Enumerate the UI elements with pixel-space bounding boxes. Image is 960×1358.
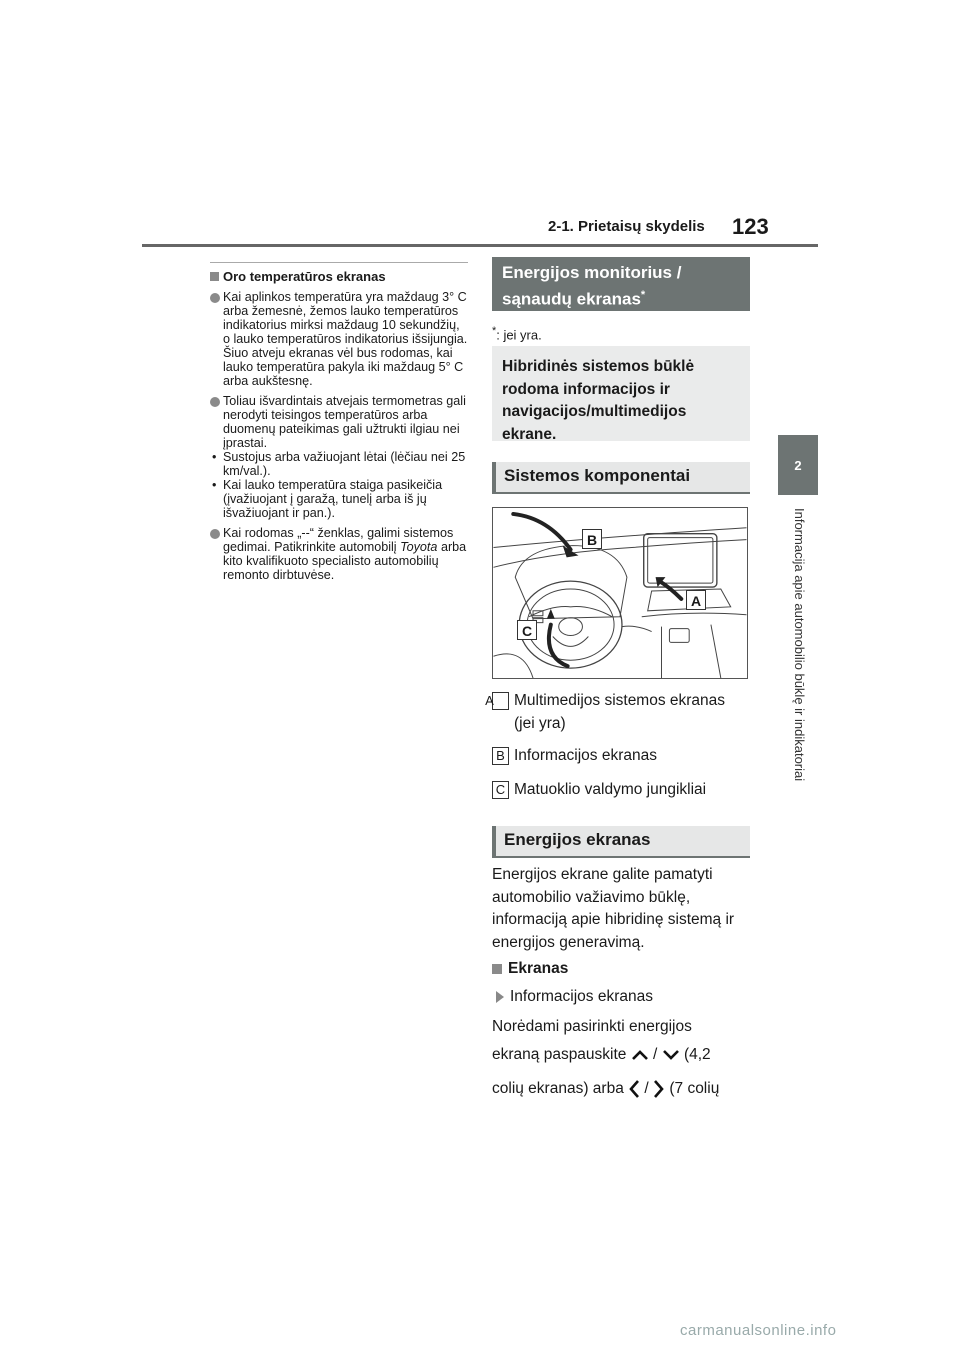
list-item	[210, 290, 468, 388]
header-rule	[142, 244, 818, 247]
component-item-b	[492, 745, 762, 768]
instruction-text: (4,2	[679, 1046, 711, 1063]
triangle-bullet-icon	[496, 991, 504, 1003]
instruction-line-1: Norėdami pasirinkti energijos	[492, 1018, 692, 1035]
chevron-down-icon	[662, 1048, 680, 1062]
section-header-energy-screen: Energijos ekranas	[492, 826, 750, 858]
component-item-text: Matuoklio valdymo jungikliai	[514, 781, 707, 798]
arrow-item-text: Informacijos ekranas	[510, 988, 654, 1005]
page-number: 123	[732, 214, 769, 239]
footnote-marker: *	[492, 325, 497, 337]
dashboard-drawing	[493, 508, 747, 678]
sub-list	[210, 450, 468, 520]
left-column	[210, 262, 468, 588]
list-item-text: Kai rodomas „--“ ženklas, galimi sistemos gedimai. Patikrinkite automobilį	[223, 526, 454, 554]
list-item	[210, 394, 468, 450]
component-item-text: Multimedijos sistemos ekranas (jei yra)	[514, 692, 726, 732]
footnote	[492, 320, 762, 347]
bullet-dot-icon	[210, 529, 220, 539]
label-box-b: B	[492, 747, 509, 765]
left-heading-text: Oro temperatūros ekranas	[223, 269, 386, 284]
sub-heading	[492, 958, 762, 981]
sub-list-item: • Sustojus arba važiuojant lėtai (lėčiau nei 25 km/val.).	[212, 450, 466, 478]
chevron-left-icon	[628, 1079, 640, 1099]
label-box-c: C	[492, 781, 509, 799]
callout-a: A	[686, 590, 706, 610]
sub-list-item: • Kai lauko temperatūra staiga pasikeičia (įvažiuojant į garažą, tunelį arba iš jų išvažiuojant ir pan.).	[212, 478, 443, 520]
instruction-text: ekraną paspauskite	[492, 1046, 627, 1063]
chapter-label-text: Informacija apie automobilio būklę ir indikatoriai	[792, 508, 807, 782]
sub-heading-text: Ekranas	[508, 960, 569, 977]
energy-paragraph: Energijos ekrane galite pamatyti automobilio važiavimo būklę, informaciją apie hibridinę sistemą ir energijos generavimą.	[492, 866, 735, 951]
list-item	[210, 526, 468, 582]
footnote-marker: *	[640, 289, 646, 301]
chapter-label	[777, 508, 821, 828]
callout-b: B	[582, 529, 602, 549]
dashboard-illustration	[492, 507, 748, 679]
sub-list-item-text: Sustojus arba važiuojant lėtai (lėčiau nei 25 km/val.).	[223, 450, 466, 478]
chapter-tab: 2	[778, 435, 818, 495]
chevron-right-icon	[653, 1079, 665, 1099]
info-box: Hibridinės sistemos būklė rodoma informacijos ir navigacijos/multimedijos ekrane.	[492, 346, 750, 441]
instruction-line-3	[492, 1078, 762, 1101]
instruction-line-2	[492, 1044, 762, 1067]
instruction-text: colių ekranas) arba	[492, 1080, 629, 1097]
square-bullet-icon	[210, 272, 219, 281]
list-item-text: Kai aplinkos temperatūra yra maždaug 3° C arba žemesnė, žemos lauko temperatūros indikatorius mirksi maždaug 10 sekundžių, o lauko temperatūros indikatorius išsijungia. Šiuo atveju ekranas vėl bus rodomas, kai lauko temperatūra pakyla iki maždaug 5° C arba aukštesnę.	[223, 290, 468, 388]
section-header-text: Energijos monitorius / sąnaudų ekranas	[502, 263, 682, 309]
arrow-item	[492, 986, 762, 1009]
list-item-text: arba kito kvalifikuoto specialisto automobilių remonto dirbtuvėse.	[223, 540, 467, 582]
bullet-dot-icon	[210, 397, 220, 407]
list-item-text: Toliau išvardintais atvejais termometras gali nerodyti teisingos temperatūros arba duomenų pateikimas gali užtrukti ilgiau nei įprastai.	[223, 394, 466, 450]
section-title: 2-1. Prietaisų skydelis	[548, 218, 705, 235]
left-heading	[210, 269, 468, 284]
component-item-text: Informacijos ekranas	[514, 747, 658, 764]
component-item-c	[492, 779, 762, 802]
square-bullet-icon	[492, 964, 502, 974]
callout-c: C	[517, 620, 537, 640]
section-header-components: Sistemos komponentai	[492, 462, 750, 494]
separator: /	[640, 1080, 654, 1097]
watermark: carmanualsonline.info	[680, 1322, 837, 1339]
component-item-a	[485, 690, 750, 735]
instruction-text: (7 colių	[665, 1080, 720, 1097]
label-box-a: A	[492, 692, 509, 710]
footnote-text: : jei yra.	[496, 327, 542, 343]
chevron-up-icon	[631, 1048, 649, 1062]
separator: /	[648, 1046, 662, 1063]
brand-name: Toyota	[400, 540, 438, 554]
sub-list-item-text: Kai lauko temperatūra staiga pasikeičia (įvažiuojant į garažą, tunelį arba iš jų išvažiuojant ir pan.).	[223, 478, 443, 520]
bullet-dot-icon	[210, 293, 220, 303]
left-rule	[210, 262, 468, 263]
section-header-energy-monitor	[492, 257, 750, 311]
